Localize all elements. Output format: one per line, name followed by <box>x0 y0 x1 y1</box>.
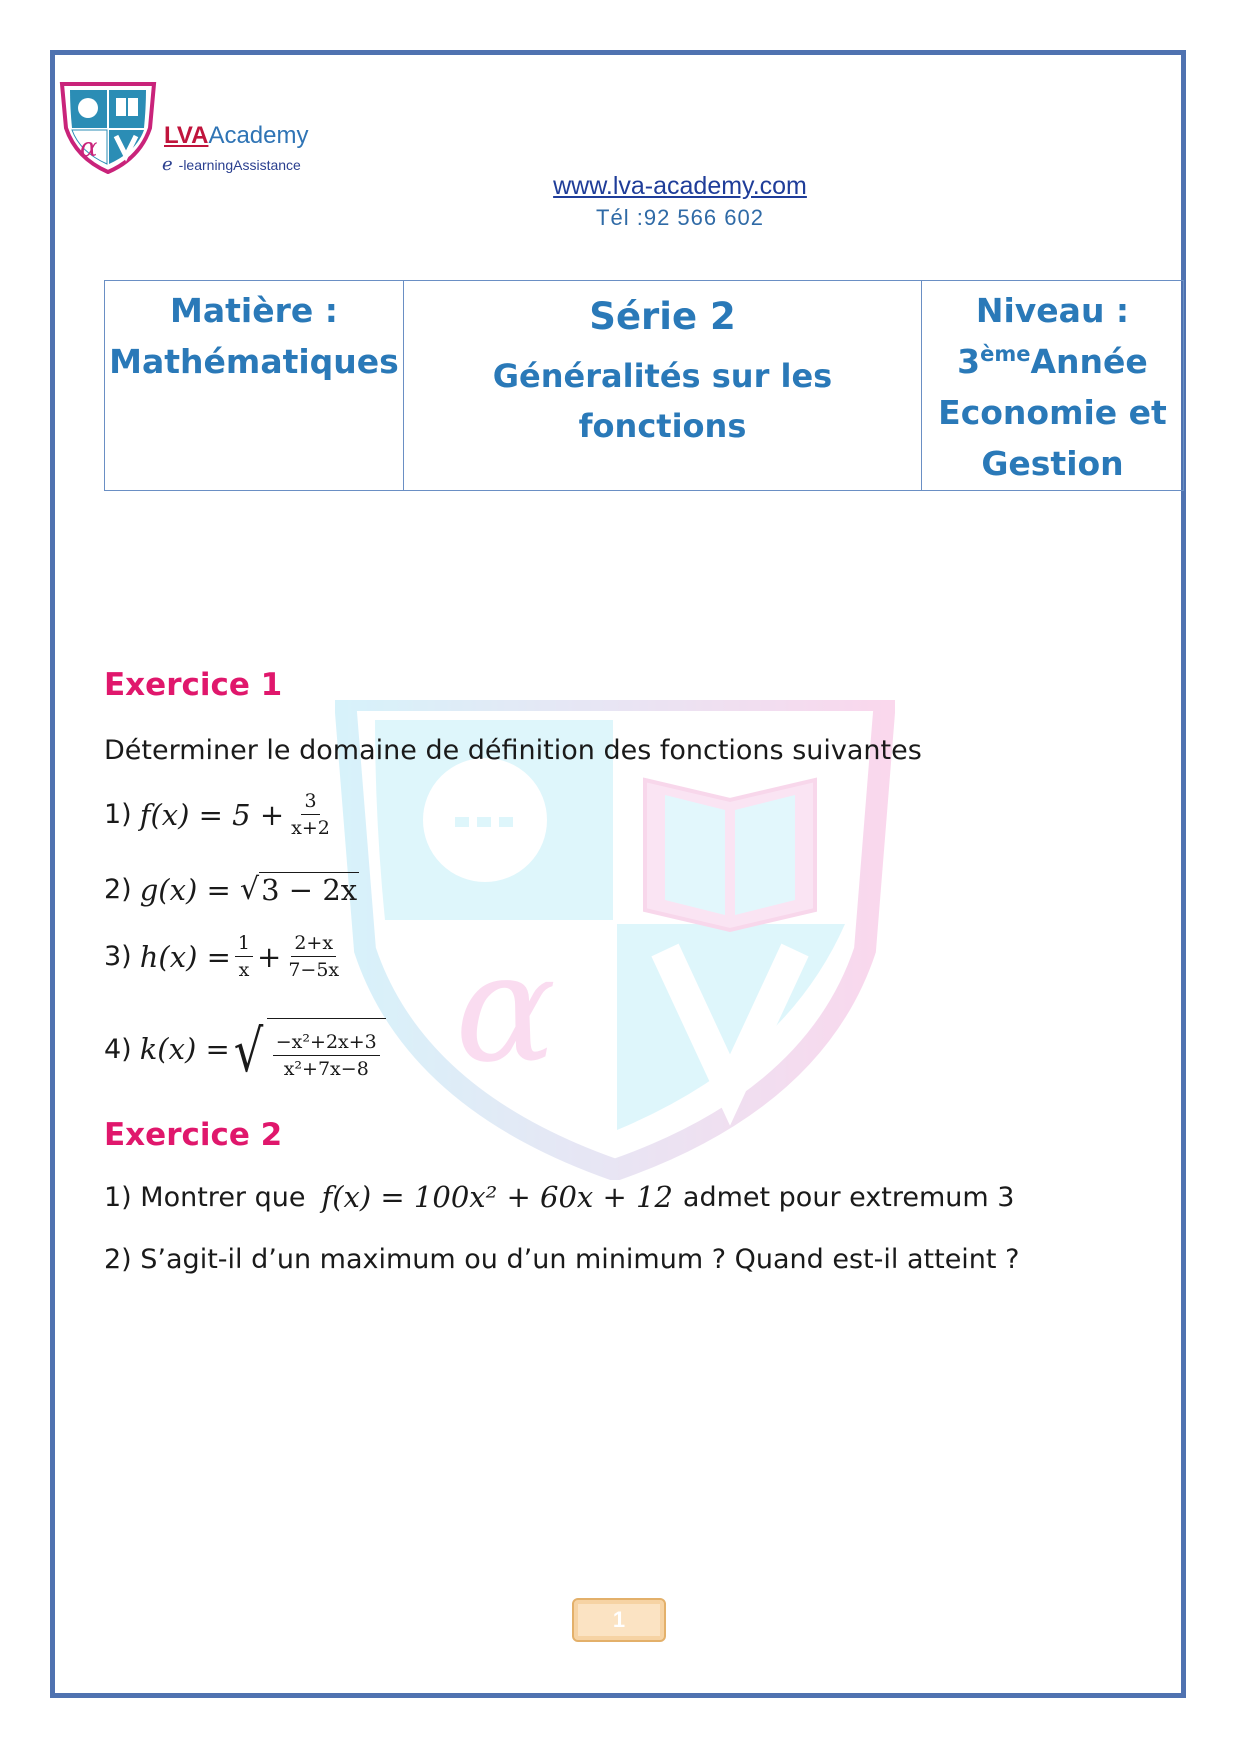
series-cell <box>404 281 922 491</box>
fraction: $\frac{3}{x+2}$ <box>291 790 330 839</box>
level-label: Niveau : <box>975 291 1130 330</box>
exercise-1-item-1: 1) f(x) = 5 + $\frac{3}{x+2}$ <box>104 790 337 839</box>
level-cell <box>922 281 1184 491</box>
fraction: $\frac{2+x}{7-5x}$ <box>288 932 340 981</box>
exercise-2-question-1: 1) Montrer que f(x) = 100x² + 60x + 12 admet pour extremum 3 <box>104 1180 1015 1214</box>
level-year: 3èmeAnnée <box>957 342 1148 381</box>
exercise-2-question-2: 2) S’agit-il d’un maximum ou d’un minimum ? Quand est-il atteint ? <box>104 1244 1020 1275</box>
exercise-1-item-2: 2) g(x) = √ 3 − 2x <box>104 872 358 907</box>
svg-text:α: α <box>80 133 98 163</box>
logo <box>58 78 338 178</box>
header-table <box>104 280 1184 491</box>
exercise-1-item-4: 4) k(x) = √ $\frac{\text{−x²+2x+3}}{\text{x²+7x−8}}$ <box>104 1018 386 1080</box>
exercise-1-item-3: 3) h(x) = $\frac{1}{x}$ + $\frac{2+x}{7-5x}$ <box>104 932 346 981</box>
svg-text:α: α <box>455 922 557 1096</box>
level-track-1: Economie et <box>938 393 1167 432</box>
subject-value: Mathématiques <box>109 342 399 381</box>
square-root: √ $\frac{\text{−x²+2x+3}}{\text{x²+7x−8}}$ <box>230 1018 386 1080</box>
series-subtitle: Généralités sur les fonctions <box>492 357 833 445</box>
exercise-1-instruction: Déterminer le domaine de définition des fonctions suivantes <box>104 735 922 766</box>
subject-label: Matière : <box>170 291 338 330</box>
page-number-badge: 1 <box>572 1598 666 1642</box>
fraction: $\frac{1}{x}$ <box>235 932 253 981</box>
logo-tagline: e -learningAssistance <box>162 154 301 175</box>
square-root: √ 3 − 2x <box>240 872 358 907</box>
series-title: Série 2 <box>589 295 736 338</box>
logo-brand: LVAAcademy <box>164 122 309 149</box>
phone-number: Tél :92 566 602 <box>596 205 764 230</box>
contact-block <box>0 172 1240 231</box>
exercise-1-title: Exercice 1 <box>104 667 283 703</box>
website-link[interactable]: www.lva-academy.com <box>553 172 807 200</box>
subject-cell <box>105 281 404 491</box>
watermark-shield-icon <box>335 700 895 1180</box>
shield-logo-icon <box>58 78 158 174</box>
level-track-2: Gestion <box>981 444 1124 483</box>
exercise-2-title: Exercice 2 <box>104 1117 283 1153</box>
fraction: $\frac{\text{−x²+2x+3}}{\text{x²+7x−8}}$ <box>273 1031 380 1080</box>
